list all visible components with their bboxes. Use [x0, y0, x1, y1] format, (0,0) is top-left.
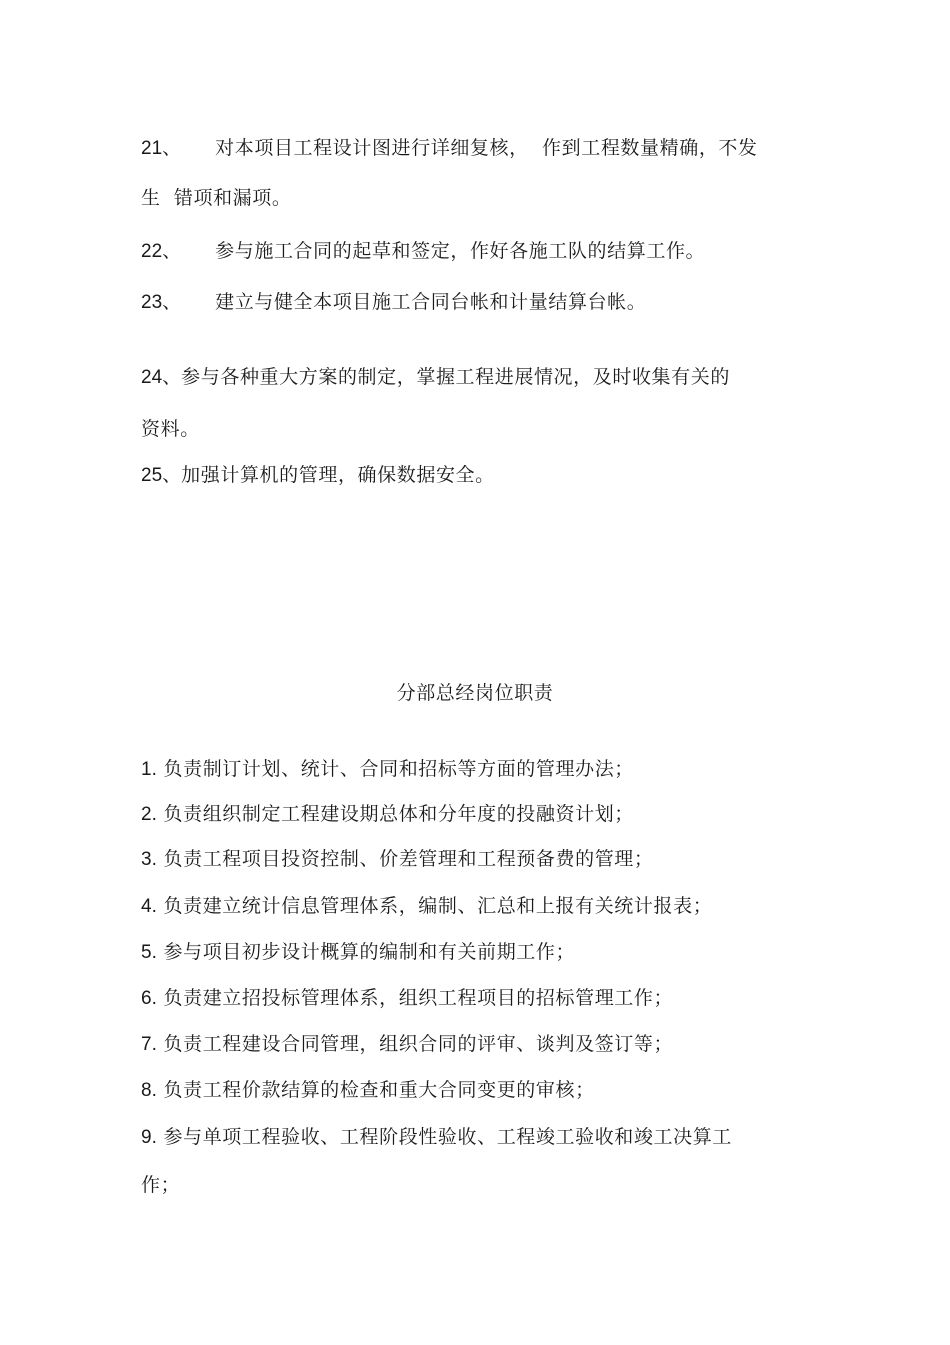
duty-text: 参与项目初步设计概算的编制和有关前期工作； [163, 941, 576, 963]
item-number: 23、 [141, 292, 182, 313]
duty-text: 参与单项工程验收、工程阶段性验收、工程竣工验收和竣工决算工 [163, 1126, 732, 1148]
duty-number: 4. [141, 896, 157, 917]
duty-line [141, 985, 673, 1012]
section-title: 分部总经岗位职责 [396, 682, 554, 704]
item-line [141, 135, 758, 162]
item-line [141, 289, 646, 316]
item-line [141, 364, 730, 391]
duty-text: 负责建立统计信息管理体系，编制、汇总和上报有关统计报表； [163, 895, 713, 917]
duty-line [141, 893, 712, 920]
item-text: 对本项目工程设计图进行详细复核， 作到工程数量精确，不发 [215, 137, 758, 159]
duty-line [141, 1124, 732, 1151]
duty-line: 作； [141, 1174, 181, 1196]
duty-number: 5. [141, 942, 157, 963]
item-text: 加强计算机的管理，确保数据安全。 [181, 464, 495, 486]
duty-line [141, 801, 634, 828]
item-number: 22、 [141, 241, 182, 262]
duty-number: 1. [141, 759, 157, 780]
duty-line [141, 846, 654, 873]
duty-number: 8. [141, 1080, 157, 1101]
duty-text: 负责工程建设合同管理，组织合同的评审、谈判及签订等； [163, 1033, 674, 1055]
item-line [141, 462, 495, 489]
duty-line [141, 1077, 595, 1104]
duty-line [141, 756, 634, 783]
duty-number: 6. [141, 988, 157, 1009]
item-line: 生 错项和漏项。 [141, 187, 292, 209]
item-text: 建立与健全本项目施工合同台帐和计量结算台帐。 [215, 291, 647, 313]
duty-text: 负责建立招投标管理体系，组织工程项目的招标管理工作； [163, 987, 674, 1009]
item-number: 25、 [141, 465, 182, 486]
item-text: 参与施工合同的起草和签定，作好各施工队的结算工作。 [215, 240, 706, 262]
item-line [141, 238, 705, 265]
duty-text: 负责工程价款结算的检查和重大合同变更的审核； [163, 1079, 595, 1101]
item-number: 24、 [141, 367, 182, 388]
duty-number: 7. [141, 1034, 157, 1055]
duty-number: 2. [141, 804, 157, 825]
item-text: 参与各种重大方案的制定，掌握工程进展情况，及时收集有关的 [181, 366, 730, 388]
duty-text: 负责工程项目投资控制、价差管理和工程预备费的管理； [163, 848, 654, 870]
item-number: 21、 [141, 138, 182, 159]
duty-number: 3. [141, 849, 157, 870]
duty-line [141, 939, 575, 966]
duty-text: 负责制订计划、统计、合同和招标等方面的管理办法； [163, 758, 634, 780]
item-line: 资料。 [141, 418, 200, 440]
duty-text: 负责组织制定工程建设期总体和分年度的投融资计划； [163, 803, 634, 825]
duty-number: 9. [141, 1127, 157, 1148]
duty-line [141, 1031, 673, 1058]
